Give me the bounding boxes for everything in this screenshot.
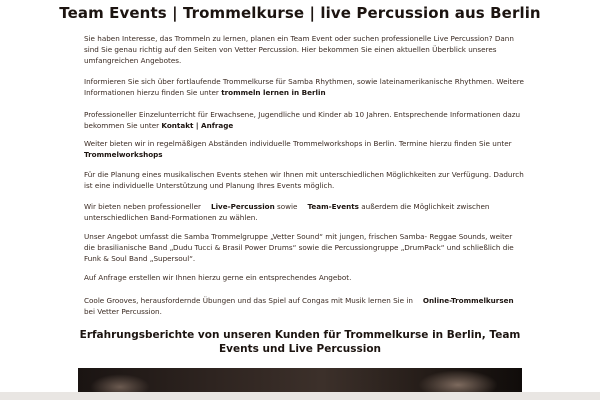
online-trommelkurse-link[interactable]: Online-Trommelkursen bbox=[422, 296, 514, 305]
online-courses-after: bei Vetter Percussion. bbox=[84, 306, 162, 316]
bands-paragraph bbox=[84, 202, 524, 224]
online-courses-paragraph bbox=[84, 296, 524, 318]
bands-text-b: sowie bbox=[277, 202, 298, 211]
workshops-text: Weiter bieten wir in regelmäßigen Abständen individuelle Trommelworkshops in Berlin. Termine hierzu finden Sie unter bbox=[84, 139, 512, 148]
private-lessons-text: Professioneller Einzelunterricht für Erwachsene, Jugendliche und Kinder ab 10 Jahren. Entsprechende Informationen dazu bekommen Sie unter bbox=[84, 110, 521, 130]
page-title: Team Events | Trommelkurse | live Percussion aus Berlin bbox=[59, 4, 541, 22]
online-courses-text: Coole Grooves, herausfordernde Übungen und das Spiel auf Congas mit Musik lernen Sie in bbox=[84, 296, 413, 305]
bands-text-c: außerdem die Möglichkeit zwischen unterschiedlichen Band-Formationen zu wählen. bbox=[84, 202, 490, 222]
workshops-paragraph bbox=[84, 139, 524, 161]
bands-text-a: Wir bieten neben professioneller bbox=[84, 202, 201, 211]
samba-courses-text: Informieren Sie sich über fortlaufende Trommelkurse für Samba Rhythmen, sowie lateinamerikanische Rhythmen. Weitere Informationen hierzu finden Sie unter bbox=[84, 77, 524, 97]
contact-link[interactable]: Kontakt | Anfrage bbox=[161, 120, 234, 130]
testimonials-heading: Erfahrungsberichte von unseren Kunden für Trommelkurse in Berlin, Team Events und Live Percussion bbox=[79, 329, 521, 355]
events-paragraph: Für die Planung eines musikalischen Events stehen wir Ihnen mit unterschiedlichen Möglichkeiten zur Verfügung. Dadurch ist eine individuelle Unterstützung und Planung Ihres Events möglich. bbox=[84, 170, 524, 190]
team-events-link[interactable]: Team-Events bbox=[307, 202, 359, 211]
intro-paragraph: Sie haben Interesse, das Trommeln zu lernen, planen ein Team Event oder suchen professionelle Live Percussion? Dann sind Sie genau richtig auf den Seiten von Vetter Percussion. Hier bekommen Sie einen aktuellen Überblick unseres umfangreichen Angebotes. bbox=[84, 34, 514, 65]
private-lessons-paragraph bbox=[84, 110, 524, 132]
quote-paragraph: Auf Anfrage erstellen wir Ihnen hierzu gerne ein entsprechendes Angebot. bbox=[84, 273, 352, 282]
samba-courses-paragraph bbox=[84, 77, 524, 99]
trommeln-lernen-link[interactable]: trommeln lernen in Berlin bbox=[221, 87, 326, 97]
trommelworkshops-link[interactable]: Trommelworkshops bbox=[84, 149, 163, 159]
live-percussion-link[interactable]: Live-Percussion bbox=[211, 202, 275, 211]
offer-paragraph: Unser Angebot umfasst die Samba Trommelgruppe „Vetter Sound“ mit jungen, frischen Samba- Reggae Sounds, weiter die brasilianische Band „Dudu Tucci & Brasil Power Drums“ sowie die Percussiongruppe „DrumPack“ und schließlich die Funk & Soul Band „Supersoul“. bbox=[84, 232, 514, 263]
page-bottom-bar bbox=[0, 392, 600, 400]
